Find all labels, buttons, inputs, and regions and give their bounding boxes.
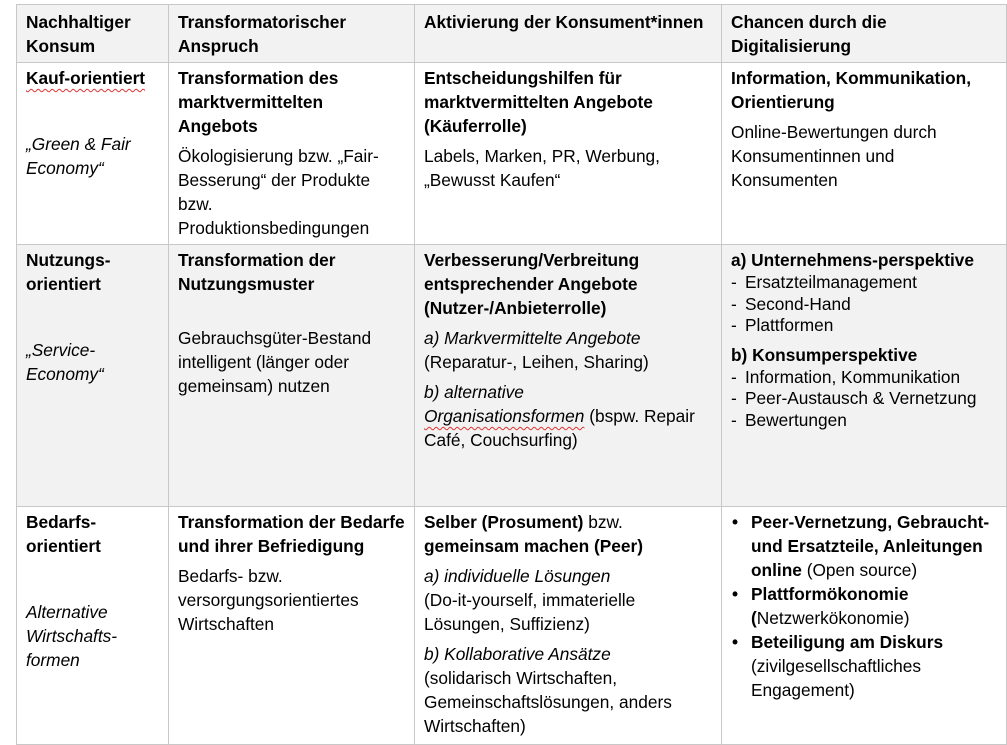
row2-digital-a-list bbox=[731, 272, 998, 337]
bullet-icon: • bbox=[732, 584, 739, 604]
row3-digital-cell bbox=[722, 507, 1007, 745]
row2-digital-a-title: a) Unternehmens-perspektive bbox=[731, 250, 974, 270]
row2-digital-b-list bbox=[731, 367, 998, 432]
row3-category-cell bbox=[17, 507, 169, 745]
row3-activation-b-label: b) Kollaborative Ansätze bbox=[424, 644, 611, 664]
row2-activation-a bbox=[424, 326, 713, 374]
table-container bbox=[16, 4, 1007, 745]
row3-activation-title bbox=[424, 510, 713, 558]
table-header-row bbox=[17, 5, 1007, 63]
row2-activation-title: Verbesserung/Verbreitung entsprechender Angebote (Nutzer-/Anbieterrolle) bbox=[424, 250, 640, 318]
row3-digital-item2-bold: Plattformökonomie ( bbox=[751, 584, 909, 628]
row2-activation-b-text: (bspw. Repair Café, Couchsurfing) bbox=[424, 406, 695, 450]
row2-digital-b-title: b) Konsumperspektive bbox=[731, 344, 918, 365]
row1-category-subtitle: „Green & Fair Economy“ bbox=[26, 134, 131, 178]
list-item: - Second-Hand bbox=[731, 294, 998, 316]
header-cell-transformation: Transformatorischer Anspruch bbox=[169, 5, 415, 63]
row1-transformation-title: Transformation des marktvermittelten Angebots bbox=[178, 68, 339, 136]
row1-digital-cell bbox=[722, 63, 1007, 245]
row2-transformation-title: Transformation der Nutzungsmuster bbox=[178, 250, 336, 294]
row3-activation-title-part1: Selber (Prosument) bbox=[424, 512, 584, 532]
row2-digital-cell bbox=[722, 245, 1007, 507]
row3-category-subtitle: Alternative Wirtschafts-formen bbox=[26, 602, 118, 670]
row2-category-subtitle: „Service-Economy“ bbox=[26, 340, 104, 384]
header-cell-consumption: Nachhaltiger Konsum bbox=[17, 5, 169, 63]
row3-digital-item1-text: (Open source) bbox=[801, 560, 918, 580]
list-item: - Ersatzteilmanagement bbox=[731, 272, 998, 294]
row3-activation-a-label: a) individuelle Lösungen bbox=[424, 566, 611, 586]
row3-category-title: Bedarfs-orientiert bbox=[26, 512, 101, 556]
row2-category-cell bbox=[17, 245, 169, 507]
header-cell-digitalisation: Chancen durch die Digitalisierung bbox=[722, 5, 1007, 63]
list-item bbox=[731, 630, 998, 702]
row1-digital-text: Online-Bewertungen durch Konsumentinnen und Konsumenten bbox=[731, 122, 937, 190]
table-row bbox=[17, 63, 1007, 245]
row1-digital-title: Information, Kommunikation, Orientierung bbox=[731, 68, 972, 112]
row3-digital-item1-bold: Peer-Vernetzung, Gebraucht- und Ersatzteile, Anleitungen online bbox=[751, 512, 990, 580]
row1-activation-title: Entscheidungshilfen für marktvermittelten Angebote (Käuferrolle) bbox=[424, 68, 653, 136]
sustainable-consumption-table bbox=[16, 4, 1007, 745]
row3-transformation-text: Bedarfs- bzw. versorgungsorientiertes Wirtschaften bbox=[178, 566, 359, 634]
row2-activation-a-label: a) Markvermittelte Angebote bbox=[424, 328, 641, 348]
list-item: - Bewertungen bbox=[731, 410, 998, 432]
row3-digital-list bbox=[731, 510, 998, 702]
row3-activation-cell bbox=[415, 507, 722, 745]
row3-activation-a-text: (Do-it-yourself, immaterielle Lösungen, Suffizienz) bbox=[424, 590, 636, 634]
row3-digital-item2-text: Netzwerkökonomie) bbox=[756, 608, 910, 628]
bullet-icon: • bbox=[732, 512, 739, 532]
row1-transformation-text: Ökologisierung bzw. „Fair-Besserung“ der Produkte bzw. Produktionsbedingungen bbox=[178, 146, 379, 238]
row2-activation-cell bbox=[415, 245, 722, 507]
row3-transformation-cell bbox=[169, 507, 415, 745]
row1-activation-text: Labels, Marken, PR, Werbung, „Bewusst Kaufen“ bbox=[424, 146, 660, 190]
row3-activation-title-part2: bzw. bbox=[583, 512, 623, 532]
list-item: - Plattformen bbox=[731, 315, 998, 337]
header-cell-activation: Aktivierung der Konsument*innen bbox=[415, 5, 722, 63]
row3-transformation-title: Transformation der Bedarfe und ihrer Befriedigung bbox=[178, 512, 405, 556]
row2-activation-a-text: (Reparatur-, Leihen, Sharing) bbox=[424, 352, 649, 372]
bullet-icon: • bbox=[732, 632, 739, 652]
row1-transformation-cell bbox=[169, 63, 415, 245]
row3-digital-item3-text: (zivilgesellschaftliches Engagement) bbox=[751, 656, 921, 700]
list-item bbox=[731, 510, 998, 582]
row2-transformation-cell bbox=[169, 245, 415, 507]
table-row bbox=[17, 245, 1007, 507]
row3-digital-item3-bold: Beteiligung am Diskurs bbox=[751, 632, 944, 652]
row3-activation-title-part3: gemeinsam machen (Peer) bbox=[424, 536, 643, 556]
row3-activation-a bbox=[424, 564, 713, 636]
list-item: - Peer-Austausch & Vernetzung bbox=[731, 388, 998, 410]
row2-category-title: Nutzungs-orientiert bbox=[26, 250, 111, 294]
row2-transformation-text: Gebrauchsgüter-Bestand intelligent (länger oder gemeinsam) nutzen bbox=[178, 328, 372, 396]
row2-activation-b-label2: Organisationsformen bbox=[424, 406, 585, 426]
row3-activation-b bbox=[424, 642, 713, 738]
list-item: - Information, Kommunikation bbox=[731, 367, 998, 389]
row1-activation-cell bbox=[415, 63, 722, 245]
list-item bbox=[731, 582, 998, 630]
row2-activation-b bbox=[424, 380, 713, 452]
row1-category-title: Kauf-orientiert bbox=[26, 68, 146, 88]
row3-activation-b-text: (solidarisch Wirtschaften, Gemeinschaftslösungen, anders Wirtschaften) bbox=[424, 668, 672, 736]
row2-activation-b-label: b) alternative bbox=[424, 382, 524, 402]
table-row bbox=[17, 507, 1007, 745]
row1-category-cell bbox=[17, 63, 169, 245]
